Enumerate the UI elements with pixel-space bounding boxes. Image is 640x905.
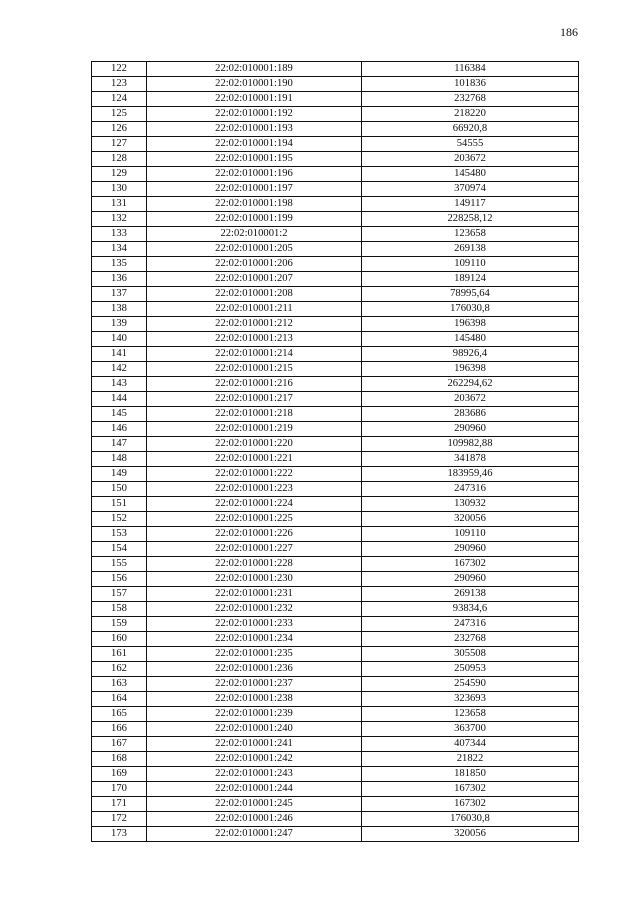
row-number-cell: 158 xyxy=(92,602,147,617)
cadastral-value-cell: 250953 xyxy=(362,662,579,677)
cadastral-value-cell: 196398 xyxy=(362,362,579,377)
table-row xyxy=(92,77,579,92)
row-number-cell: 166 xyxy=(92,722,147,737)
row-number-cell: 134 xyxy=(92,242,147,257)
cadastral-value-cell: 254590 xyxy=(362,677,579,692)
table-row xyxy=(92,497,579,512)
cadastral-number-cell: 22:02:010001:231 xyxy=(147,587,362,602)
row-number-cell: 153 xyxy=(92,527,147,542)
row-number-cell: 146 xyxy=(92,422,147,437)
cadastral-value-cell: 167302 xyxy=(362,782,579,797)
cadastral-value-cell: 78995,64 xyxy=(362,287,579,302)
cadastral-number-cell: 22:02:010001:227 xyxy=(147,542,362,557)
cadastral-number-cell: 22:02:010001:193 xyxy=(147,122,362,137)
table-row xyxy=(92,797,579,812)
table-row xyxy=(92,827,579,842)
cadastral-number-cell: 22:02:010001:216 xyxy=(147,377,362,392)
table-row xyxy=(92,377,579,392)
cadastral-number-cell: 22:02:010001:215 xyxy=(147,362,362,377)
cadastral-value-cell: 228258,12 xyxy=(362,212,579,227)
cadastral-value-cell: 176030,8 xyxy=(362,302,579,317)
row-number-cell: 141 xyxy=(92,347,147,362)
cadastral-number-cell: 22:02:010001:214 xyxy=(147,347,362,362)
row-number-cell: 124 xyxy=(92,92,147,107)
row-number-cell: 149 xyxy=(92,467,147,482)
row-number-cell: 129 xyxy=(92,167,147,182)
table-row xyxy=(92,602,579,617)
cadastral-value-cell: 218220 xyxy=(362,107,579,122)
cadastral-number-cell: 22:02:010001:192 xyxy=(147,107,362,122)
cadastral-number-cell: 22:02:010001:208 xyxy=(147,287,362,302)
cadastral-value-cell: 320056 xyxy=(362,512,579,527)
cadastral-value-cell: 167302 xyxy=(362,557,579,572)
cadastral-number-cell: 22:02:010001:247 xyxy=(147,827,362,842)
row-number-cell: 173 xyxy=(92,827,147,842)
table-row xyxy=(92,452,579,467)
cadastral-number-cell: 22:02:010001:211 xyxy=(147,302,362,317)
cadastral-number-cell: 22:02:010001:222 xyxy=(147,467,362,482)
cadastral-value-cell: 370974 xyxy=(362,182,579,197)
table-row xyxy=(92,587,579,602)
row-number-cell: 135 xyxy=(92,257,147,272)
cadastral-number-cell: 22:02:010001:233 xyxy=(147,617,362,632)
table-row xyxy=(92,392,579,407)
cadastral-value-cell: 203672 xyxy=(362,392,579,407)
cadastral-value-cell: 109110 xyxy=(362,527,579,542)
table-row xyxy=(92,512,579,527)
cadastral-number-cell: 22:02:010001:232 xyxy=(147,602,362,617)
table-row xyxy=(92,107,579,122)
table-row xyxy=(92,677,579,692)
table-row xyxy=(92,182,579,197)
table-row xyxy=(92,137,579,152)
cadastral-value-cell: 247316 xyxy=(362,617,579,632)
row-number-cell: 150 xyxy=(92,482,147,497)
row-number-cell: 138 xyxy=(92,302,147,317)
cadastral-value-cell: 176030,8 xyxy=(362,812,579,827)
table-row xyxy=(92,557,579,572)
cadastral-number-cell: 22:02:010001:189 xyxy=(147,62,362,77)
table-body xyxy=(92,62,579,842)
table-row xyxy=(92,167,579,182)
cadastral-number-cell: 22:02:010001:195 xyxy=(147,152,362,167)
row-number-cell: 159 xyxy=(92,617,147,632)
cadastral-number-cell: 22:02:010001:191 xyxy=(147,92,362,107)
table-row xyxy=(92,362,579,377)
table-row xyxy=(92,662,579,677)
cadastral-value-cell: 232768 xyxy=(362,92,579,107)
table-row xyxy=(92,542,579,557)
row-number-cell: 140 xyxy=(92,332,147,347)
cadastral-value-cell: 341878 xyxy=(362,452,579,467)
table-row xyxy=(92,92,579,107)
table-row xyxy=(92,467,579,482)
row-number-cell: 133 xyxy=(92,227,147,242)
row-number-cell: 123 xyxy=(92,77,147,92)
row-number-cell: 127 xyxy=(92,137,147,152)
row-number-cell: 144 xyxy=(92,392,147,407)
table-row xyxy=(92,197,579,212)
cadastral-value-cell: 290960 xyxy=(362,572,579,587)
row-number-cell: 126 xyxy=(92,122,147,137)
row-number-cell: 130 xyxy=(92,182,147,197)
table-row xyxy=(92,617,579,632)
cadastral-number-cell: 22:02:010001:190 xyxy=(147,77,362,92)
row-number-cell: 131 xyxy=(92,197,147,212)
cadastral-value-cell: 98926,4 xyxy=(362,347,579,362)
cadastral-value-cell: 269138 xyxy=(362,242,579,257)
cadastral-number-cell: 22:02:010001:212 xyxy=(147,317,362,332)
row-number-cell: 122 xyxy=(92,62,147,77)
table-row xyxy=(92,527,579,542)
cadastral-number-cell: 22:02:010001:198 xyxy=(147,197,362,212)
table-row xyxy=(92,752,579,767)
cadastral-number-cell: 22:02:010001:240 xyxy=(147,722,362,737)
table-row xyxy=(92,422,579,437)
cadastral-value-cell: 109110 xyxy=(362,257,579,272)
cadastral-number-cell: 22:02:010001:243 xyxy=(147,767,362,782)
cadastral-number-cell: 22:02:010001:241 xyxy=(147,737,362,752)
row-number-cell: 171 xyxy=(92,797,147,812)
cadastral-number-cell: 22:02:010001:218 xyxy=(147,407,362,422)
cadastral-value-cell: 54555 xyxy=(362,137,579,152)
cadastral-number-cell: 22:02:010001:239 xyxy=(147,707,362,722)
cadastral-number-cell: 22:02:010001:220 xyxy=(147,437,362,452)
table-row xyxy=(92,347,579,362)
table-row xyxy=(92,287,579,302)
cadastral-value-cell: 196398 xyxy=(362,317,579,332)
table-row xyxy=(92,647,579,662)
cadastral-value-cell: 203672 xyxy=(362,152,579,167)
cadastral-number-cell: 22:02:010001:219 xyxy=(147,422,362,437)
row-number-cell: 167 xyxy=(92,737,147,752)
cadastral-number-cell: 22:02:010001:224 xyxy=(147,497,362,512)
table-row xyxy=(92,632,579,647)
table-row xyxy=(92,572,579,587)
cadastral-value-cell: 93834,6 xyxy=(362,602,579,617)
table-row xyxy=(92,212,579,227)
cadastral-number-cell: 22:02:010001:217 xyxy=(147,392,362,407)
row-number-cell: 170 xyxy=(92,782,147,797)
cadastral-number-cell: 22:02:010001:223 xyxy=(147,482,362,497)
table-row xyxy=(92,332,579,347)
table-row xyxy=(92,317,579,332)
row-number-cell: 152 xyxy=(92,512,147,527)
page-number: 186 xyxy=(560,25,578,39)
cadastral-number-cell: 22:02:010001:199 xyxy=(147,212,362,227)
cadastral-value-cell: 262294,62 xyxy=(362,377,579,392)
row-number-cell: 160 xyxy=(92,632,147,647)
cadastral-value-cell: 167302 xyxy=(362,797,579,812)
row-number-cell: 172 xyxy=(92,812,147,827)
table-row xyxy=(92,812,579,827)
row-number-cell: 128 xyxy=(92,152,147,167)
cadastral-number-cell: 22:02:010001:236 xyxy=(147,662,362,677)
row-number-cell: 156 xyxy=(92,572,147,587)
cadastral-value-cell: 183959,46 xyxy=(362,467,579,482)
cadastral-number-cell: 22:02:010001:207 xyxy=(147,272,362,287)
cadastral-number-cell: 22:02:010001:246 xyxy=(147,812,362,827)
row-number-cell: 143 xyxy=(92,377,147,392)
cadastral-value-cell: 320056 xyxy=(362,827,579,842)
cadastral-number-cell: 22:02:010001:225 xyxy=(147,512,362,527)
table-row xyxy=(92,722,579,737)
cadastral-value-cell: 145480 xyxy=(362,167,579,182)
row-number-cell: 157 xyxy=(92,587,147,602)
table-row xyxy=(92,737,579,752)
cadastral-number-cell: 22:02:010001:213 xyxy=(147,332,362,347)
table-row xyxy=(92,242,579,257)
cadastral-value-cell: 407344 xyxy=(362,737,579,752)
cadastral-value-cell: 21822 xyxy=(362,752,579,767)
cadastral-value-cell: 149117 xyxy=(362,197,579,212)
row-number-cell: 161 xyxy=(92,647,147,662)
cadastral-value-cell: 269138 xyxy=(362,587,579,602)
cadastral-value-cell: 101836 xyxy=(362,77,579,92)
cadastral-value-cell: 181850 xyxy=(362,767,579,782)
cadastral-number-cell: 22:02:010001:205 xyxy=(147,242,362,257)
cadastral-value-cell: 66920,8 xyxy=(362,122,579,137)
table-row xyxy=(92,782,579,797)
table-row xyxy=(92,152,579,167)
table-row xyxy=(92,692,579,707)
cadastral-value-cell: 247316 xyxy=(362,482,579,497)
row-number-cell: 139 xyxy=(92,317,147,332)
row-number-cell: 145 xyxy=(92,407,147,422)
row-number-cell: 147 xyxy=(92,437,147,452)
cadastral-number-cell: 22:02:010001:197 xyxy=(147,182,362,197)
table-row xyxy=(92,122,579,137)
row-number-cell: 136 xyxy=(92,272,147,287)
row-number-cell: 164 xyxy=(92,692,147,707)
cadastral-number-cell: 22:02:010001:244 xyxy=(147,782,362,797)
cadastral-number-cell: 22:02:010001:196 xyxy=(147,167,362,182)
table-row xyxy=(92,767,579,782)
row-number-cell: 169 xyxy=(92,767,147,782)
cadastral-value-cell: 130932 xyxy=(362,497,579,512)
cadastral-number-cell: 22:02:010001:230 xyxy=(147,572,362,587)
cadastral-number-cell: 22:02:010001:2 xyxy=(147,227,362,242)
cadastral-number-cell: 22:02:010001:245 xyxy=(147,797,362,812)
cadastral-value-cell: 363700 xyxy=(362,722,579,737)
table-row xyxy=(92,302,579,317)
cadastral-number-cell: 22:02:010001:221 xyxy=(147,452,362,467)
table-row xyxy=(92,227,579,242)
cadastral-value-cell: 290960 xyxy=(362,422,579,437)
table-row xyxy=(92,437,579,452)
row-number-cell: 168 xyxy=(92,752,147,767)
cadastral-value-cell: 123658 xyxy=(362,227,579,242)
row-number-cell: 155 xyxy=(92,557,147,572)
table-row xyxy=(92,62,579,77)
row-number-cell: 137 xyxy=(92,287,147,302)
table-row xyxy=(92,272,579,287)
cadastral-value-cell: 283686 xyxy=(362,407,579,422)
cadastral-number-cell: 22:02:010001:237 xyxy=(147,677,362,692)
cadastral-number-cell: 22:02:010001:235 xyxy=(147,647,362,662)
row-number-cell: 142 xyxy=(92,362,147,377)
cadastral-value-cell: 232768 xyxy=(362,632,579,647)
cadastral-value-cell: 305508 xyxy=(362,647,579,662)
cadastral-value-cell: 123658 xyxy=(362,707,579,722)
cadastral-value-cell: 189124 xyxy=(362,272,579,287)
cadastral-number-cell: 22:02:010001:228 xyxy=(147,557,362,572)
table-row xyxy=(92,707,579,722)
table-row xyxy=(92,407,579,422)
row-number-cell: 163 xyxy=(92,677,147,692)
cadastral-value-table xyxy=(91,61,579,842)
row-number-cell: 154 xyxy=(92,542,147,557)
table-row xyxy=(92,482,579,497)
cadastral-number-cell: 22:02:010001:238 xyxy=(147,692,362,707)
row-number-cell: 151 xyxy=(92,497,147,512)
cadastral-number-cell: 22:02:010001:194 xyxy=(147,137,362,152)
row-number-cell: 132 xyxy=(92,212,147,227)
cadastral-number-cell: 22:02:010001:242 xyxy=(147,752,362,767)
row-number-cell: 125 xyxy=(92,107,147,122)
cadastral-value-cell: 290960 xyxy=(362,542,579,557)
cadastral-number-cell: 22:02:010001:234 xyxy=(147,632,362,647)
cadastral-value-cell: 145480 xyxy=(362,332,579,347)
cadastral-value-cell: 323693 xyxy=(362,692,579,707)
cadastral-number-cell: 22:02:010001:226 xyxy=(147,527,362,542)
cadastral-number-cell: 22:02:010001:206 xyxy=(147,257,362,272)
row-number-cell: 165 xyxy=(92,707,147,722)
row-number-cell: 148 xyxy=(92,452,147,467)
cadastral-value-cell: 116384 xyxy=(362,62,579,77)
table-row xyxy=(92,257,579,272)
row-number-cell: 162 xyxy=(92,662,147,677)
cadastral-value-cell: 109982,88 xyxy=(362,437,579,452)
